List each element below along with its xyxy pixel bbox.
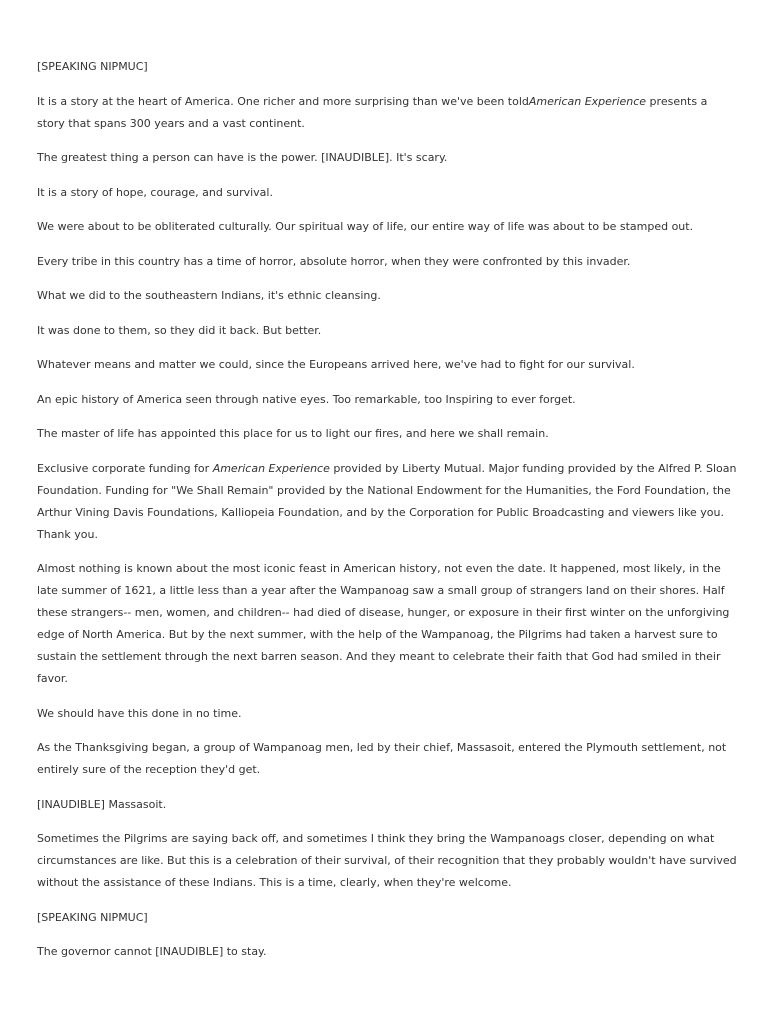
paragraph-text: What we did to the southeastern Indians, it's ethnic cleansing. xyxy=(37,289,381,302)
transcript-paragraph xyxy=(37,285,737,307)
paragraph-text: [SPEAKING NIPMUC] xyxy=(37,910,148,924)
paragraph-text: Whatever means and matter we could, since the Europeans arrived here, we've had to fight for our survival. xyxy=(37,358,635,371)
paragraph-text: It is a story at the heart of America. One richer and more surprising than we've been told xyxy=(37,94,529,108)
transcript-paragraph xyxy=(37,703,737,725)
transcript-paragraph xyxy=(37,389,737,411)
transcript-paragraph xyxy=(37,251,737,273)
paragraph-text: The greatest thing a person can have is the power. [INAUDIBLE]. It's scary. xyxy=(37,151,448,164)
transcript-body xyxy=(37,56,737,976)
transcript-paragraph xyxy=(37,458,737,546)
transcript-paragraph xyxy=(37,558,737,690)
transcript-paragraph xyxy=(37,828,737,894)
transcript-paragraph xyxy=(37,737,737,781)
transcript-paragraph xyxy=(37,794,737,816)
paragraph-text: provided by Liberty Mutual. Major funding provided by the Alfred P. Sloan Foundation. Funding for "We Shall Remain" provided by the National Endowment for the Humanities, the Ford Foundation, the Arthur Vining Davis Foundations, Kalliopeia Foundation, and by the Corporation for Public Broadcasting and viewers like you. Thank you. xyxy=(37,461,737,541)
transcript-paragraph xyxy=(37,182,737,204)
paragraph-text: presents a story that spans 300 years and a vast continent. xyxy=(37,94,708,130)
transcript-paragraph xyxy=(37,91,737,135)
program-title: American Experience xyxy=(212,461,330,475)
transcript-paragraph xyxy=(37,941,737,963)
paragraph-text: It is a story of hope, courage, and survival. xyxy=(37,185,273,199)
paragraph-text: As the Thanksgiving began, a group of Wampanoag men, led by their chief, Massasoit, entered the Plymouth settlement, not entirely sure of the reception they'd get. xyxy=(37,741,727,776)
paragraph-text: Sometimes the Pilgrims are saying back off, and sometimes I think they bring the Wampanoags closer, depending on what circumstances are like. But this is a celebration of their survival, of their recognition that they probably wouldn't have survived without the assistance of these Indians. This is a time, clearly, when they're welcome. xyxy=(37,832,737,889)
transcript-paragraph xyxy=(37,354,737,376)
transcript-paragraph xyxy=(37,216,737,238)
paragraph-text: It was done to them, so they did it back. But better. xyxy=(37,323,322,337)
paragraph-text: Exclusive corporate funding for xyxy=(37,461,213,475)
transcript-paragraph xyxy=(37,320,737,342)
paragraph-text: [SPEAKING NIPMUC] xyxy=(37,60,148,73)
paragraph-text: We should have this done in no time. xyxy=(37,706,242,720)
paragraph-text: We were about to be obliterated culturally. Our spiritual way of life, our entire way of life was about to be stamped out. xyxy=(37,220,694,233)
transcript-paragraph xyxy=(37,147,737,169)
transcript-paragraph xyxy=(37,423,737,445)
program-title: American Experience xyxy=(528,94,647,108)
paragraph-text: Almost nothing is known about the most iconic feast in American history, not even the date. It happened, most likely, in the late summer of 1621, a little less than a year after the Wampanoag saw a small group of strangers land on their shores. Half these strangers-- men, women, and children-- had died of disease, hunger, or exposure in their first winter on the unforgiving edge of North America. But by the next summer, with the help of the Wampanoag, the Pilgrims had taken a harvest sure to sustain the settlement through the next barren season. And they meant to celebrate their faith that God had smiled in their favor. xyxy=(37,562,730,685)
paragraph-text: The governor cannot [INAUDIBLE] to stay. xyxy=(37,945,267,958)
paragraph-text: The master of life has appointed this place for us to light our fires, and here we shall remain. xyxy=(37,427,549,440)
paragraph-text: An epic history of America seen through native eyes. Too remarkable, too Inspiring to ever forget. xyxy=(37,392,576,406)
paragraph-text: Every tribe in this country has a time of horror, absolute horror, when they were confronted by this invader. xyxy=(37,254,631,268)
transcript-paragraph xyxy=(37,56,737,78)
paragraph-text: [INAUDIBLE] Massasoit. xyxy=(37,797,167,811)
transcript-paragraph xyxy=(37,907,737,929)
